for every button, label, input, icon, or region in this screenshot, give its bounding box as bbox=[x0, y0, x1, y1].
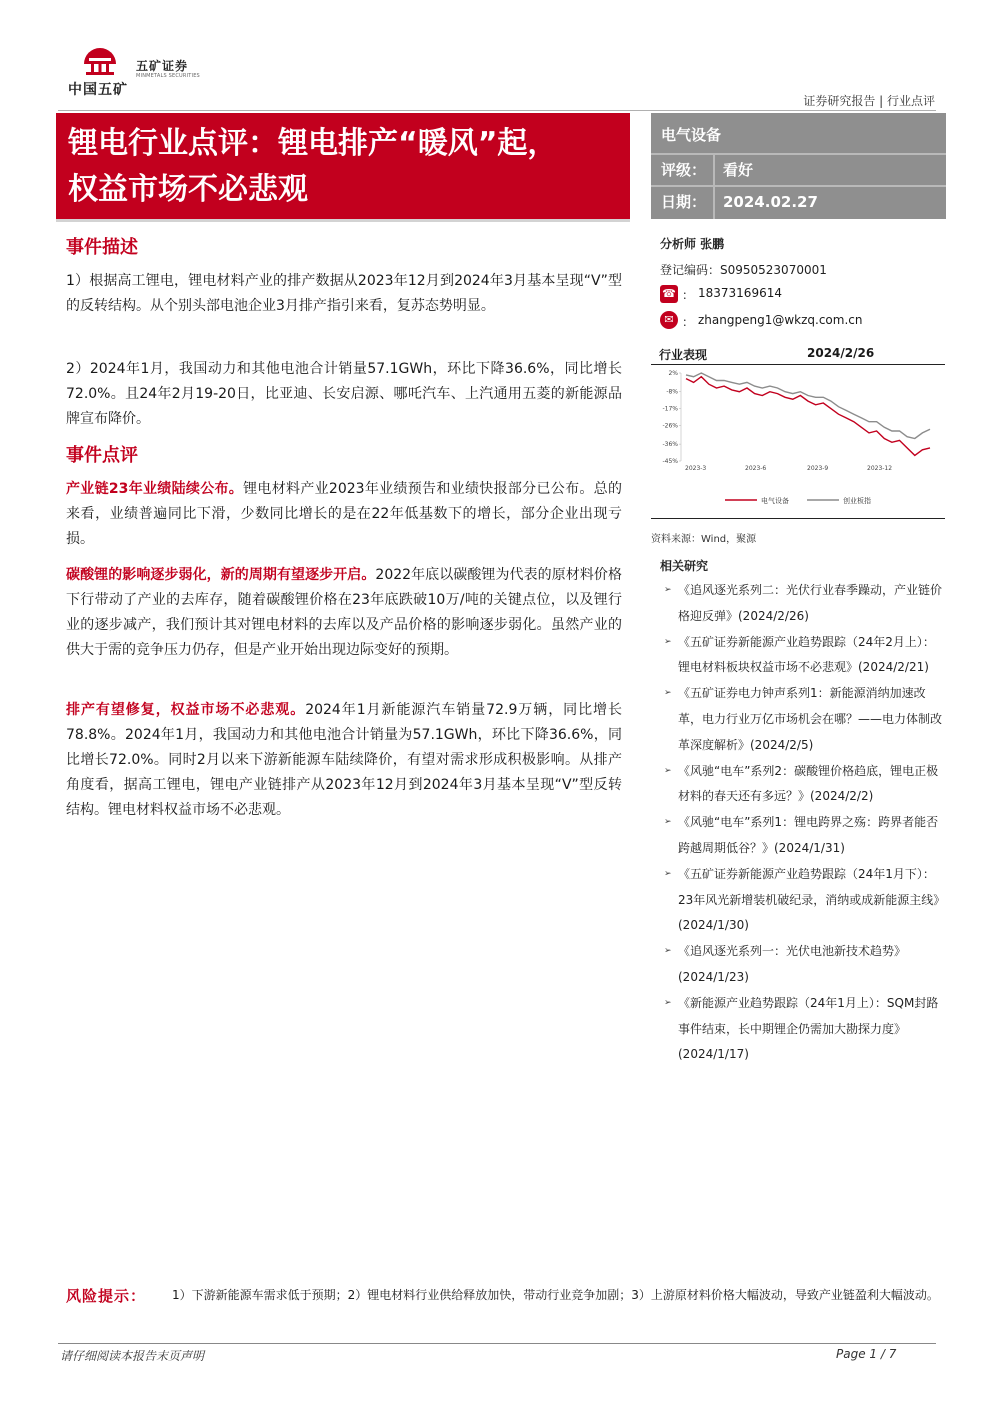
related-research-title: 相关研究 bbox=[660, 559, 709, 573]
report-type: 证券研究报告 | 行业点评 bbox=[803, 94, 935, 108]
related-item[interactable] bbox=[660, 810, 942, 862]
arrow-icon: ➢ bbox=[664, 765, 672, 776]
x-tick-label: 2023-6 bbox=[745, 465, 767, 472]
related-item-text: 《新能源产业趋势跟踪（24年1月上）：SQM封路事件结束，长中期锂企仍需加大勘探力度》(2024/1/17) bbox=[678, 995, 939, 1062]
brand-name: 五矿证券 bbox=[136, 59, 189, 73]
related-research-list bbox=[660, 578, 942, 1068]
arrow-icon: ➢ bbox=[664, 585, 672, 595]
arrow-icon: ➢ bbox=[664, 946, 672, 957]
review-paragraph-2 bbox=[66, 563, 622, 663]
title-banner bbox=[56, 113, 630, 222]
analyst-phone[interactable]: 18373169614 bbox=[698, 286, 782, 300]
report-title-line1: 锂电行业点评：锂电排产“暖风”起， bbox=[68, 126, 558, 161]
y-tick-label: -8% bbox=[666, 388, 678, 396]
analyst-email-row bbox=[660, 311, 940, 331]
related-item-text: 《五矿证券新能源产业趋势跟踪（24年2月上）：锂电材料板块权益市场不必悲观》(2024/2/21) bbox=[678, 634, 935, 675]
analyst-registration: 登记编码：S0950523070001 bbox=[660, 263, 827, 277]
analyst-phone-row bbox=[660, 285, 940, 305]
series-line-电气设备 bbox=[686, 377, 930, 456]
y-tick-label: -17% bbox=[662, 405, 678, 413]
y-tick-label: -45% bbox=[662, 458, 678, 465]
related-item[interactable] bbox=[660, 578, 942, 630]
review-paragraph-3 bbox=[66, 698, 622, 823]
footer-disclaimer: 请仔细阅读本报告末页声明 bbox=[60, 1349, 205, 1363]
related-item-text: 《追风逐光系列二：光伏行业春季躁动，产业链价格迎反弹》(2024/2/26) bbox=[678, 583, 943, 623]
section-title-event: 事件描述 bbox=[66, 237, 138, 258]
review-highlight-3: 排产有望修复，权益市场不必悲观。 bbox=[66, 702, 306, 718]
related-item[interactable] bbox=[660, 991, 942, 1068]
event-paragraph-1: 1）根据高工锂电，锂电材料产业的排产数据从2023年12月到2024年3月基本呈现“V”型的反转结构。从个别头部电池企业3月排产指引来看，复苏态势明显。 bbox=[66, 273, 622, 314]
rating-box bbox=[651, 113, 946, 219]
phone-colon: ： bbox=[682, 288, 695, 302]
risk-text: 1）下游新能源车需求低于预期；2）锂电材料行业供给释放加快，带动行业竞争加剧；3）上游原材料价格大幅波动，导致产业链盈利大幅波动。 bbox=[172, 1288, 939, 1302]
chart-plot bbox=[651, 365, 945, 515]
legend-label: 电气设备 bbox=[761, 497, 789, 505]
page-number: Page 1 / 7 bbox=[836, 1347, 897, 1361]
brand-name-en: MINMETALS SECURITIES bbox=[136, 73, 200, 79]
related-item-text: 《五矿证券新能源产业趋势跟踪（24年1月下）：23年风光新增装机破纪录，消纳或成新能源主线》(2024/1/30) bbox=[678, 866, 940, 933]
review-text-1: 锂电材料产业2023年业绩预告和业绩快报部分已公布。总的来看，业绩普遍同比下滑，少数同比增长的是在22年低基数下的增长，部分企业出现亏损。 bbox=[66, 481, 622, 547]
section-title-review: 事件点评 bbox=[66, 445, 138, 466]
related-item-text: 《风驰“电车”系列2：碳酸锂价格趋底，锂电正极材料的春天还有多远？》(2024/2/2) bbox=[678, 763, 939, 804]
x-tick-label: 2023-3 bbox=[685, 465, 707, 472]
company-logo bbox=[66, 44, 216, 100]
rating-value: 看好 bbox=[723, 161, 754, 179]
arrow-icon: ➢ bbox=[664, 688, 672, 699]
email-icon: ✉ bbox=[660, 311, 678, 329]
chart-date: 2024/2/26 bbox=[807, 346, 875, 360]
group-name: 中国五矿 bbox=[68, 82, 128, 98]
related-item-text: 《风驰“电车”系列1：锂电跨界之殇：跨界者能否跨越周期低谷？》(2024/1/31) bbox=[678, 815, 939, 855]
analyst-email[interactable]: zhangpeng1@wkzq.com.cn bbox=[698, 313, 863, 327]
review-highlight-2: 碳酸锂的影响逐步弱化，新的周期有望逐步开启。 bbox=[66, 567, 376, 583]
email-colon: ： bbox=[682, 315, 695, 329]
arrow-icon: ➢ bbox=[664, 997, 672, 1008]
rating-vdivider bbox=[713, 155, 715, 189]
industry-performance-chart bbox=[651, 343, 945, 519]
footer-divider bbox=[58, 1343, 936, 1344]
x-tick-label: 2023-9 bbox=[807, 465, 829, 472]
related-item[interactable] bbox=[660, 681, 942, 758]
arrow-icon: ➢ bbox=[664, 636, 672, 647]
date-vdivider bbox=[713, 187, 715, 219]
analyst-name: 分析师 张鹏 bbox=[660, 237, 725, 251]
related-item[interactable] bbox=[660, 759, 942, 811]
chart-title: 行业表现 bbox=[659, 348, 708, 362]
header-divider bbox=[58, 110, 936, 111]
risk-label: 风险提示： bbox=[66, 1287, 147, 1305]
event-paragraph-2: 2）2024年1月，我国动力和其他电池合计销量57.1GWh，环比下降36.6%，同比增长72.0%。且24年2月19-20日，比亚迪、长安启源、哪吒汽车、上汽通用五菱的新能源品牌宣布降价。 bbox=[66, 361, 622, 427]
y-tick-label: -36% bbox=[662, 441, 678, 449]
industry-label: 电气设备 bbox=[661, 126, 722, 144]
related-item-text: 《五矿证券电力钟声系列1：新能源消纳加速改革，电力行业万亿市场机会在哪？——电力体制改革深度解析》(2024/2/5) bbox=[678, 686, 943, 752]
review-text-2: 2022年底以碳酸锂为代表的原材料价格下行带动了产业的去库存，随着碳酸锂价格在23年底跌破10万/吨的关键点位，以及锂行业的逐步减产，我们预计其对锂电材料的去库以及产品价格的影响逐步弱化。虽然产业的供大于需的竞争压力仍存，但是产业开始出现边际变好的预期。 bbox=[66, 567, 622, 658]
review-paragraph-1 bbox=[66, 477, 622, 552]
minmetals-emblem-icon bbox=[80, 44, 120, 78]
related-item[interactable] bbox=[660, 862, 942, 939]
related-item-text: 《追风逐光系列一：光伏电池新技术趋势》(2024/1/23) bbox=[678, 944, 907, 984]
rating-label: 评级： bbox=[661, 161, 707, 179]
related-item[interactable] bbox=[660, 939, 942, 991]
arrow-icon: ➢ bbox=[664, 868, 672, 879]
chart-source-note: 资料来源：Wind，聚源 bbox=[651, 534, 757, 545]
series-line-创业板指 bbox=[686, 373, 930, 439]
date-label: 日期： bbox=[661, 193, 707, 211]
y-tick-label: 2% bbox=[668, 370, 678, 377]
y-tick-label: -26% bbox=[662, 422, 678, 430]
phone-icon: ☎ bbox=[660, 285, 678, 303]
x-tick-label: 2023-12 bbox=[867, 465, 893, 472]
related-item[interactable] bbox=[660, 630, 942, 682]
legend-label: 创业板指 bbox=[843, 497, 871, 505]
chart-bottom-rule bbox=[651, 518, 945, 519]
review-text-3: 2024年1月新能源汽车销量72.9万辆，同比增长78.8%。2024年1月，我国动力和其他电池合计销量为57.1GWh，环比下降36.6%，同比增长72.0%。同时2月以来下游新能源车陆续降价，有望对需求形成积极影响。从排产角度看，据高工锂电，锂电产业链排产从2023年12月到2024年3月基本呈现“V”型反转结构。锂电材料权益市场不必悲观。 bbox=[66, 702, 623, 818]
review-highlight-1: 产业链23年业绩陆续公布。 bbox=[66, 481, 244, 497]
report-title-line2: 权益市场不必悲观 bbox=[68, 172, 308, 207]
arrow-icon: ➢ bbox=[664, 817, 672, 828]
report-title bbox=[68, 121, 628, 213]
date-value: 2024.02.27 bbox=[723, 193, 818, 211]
